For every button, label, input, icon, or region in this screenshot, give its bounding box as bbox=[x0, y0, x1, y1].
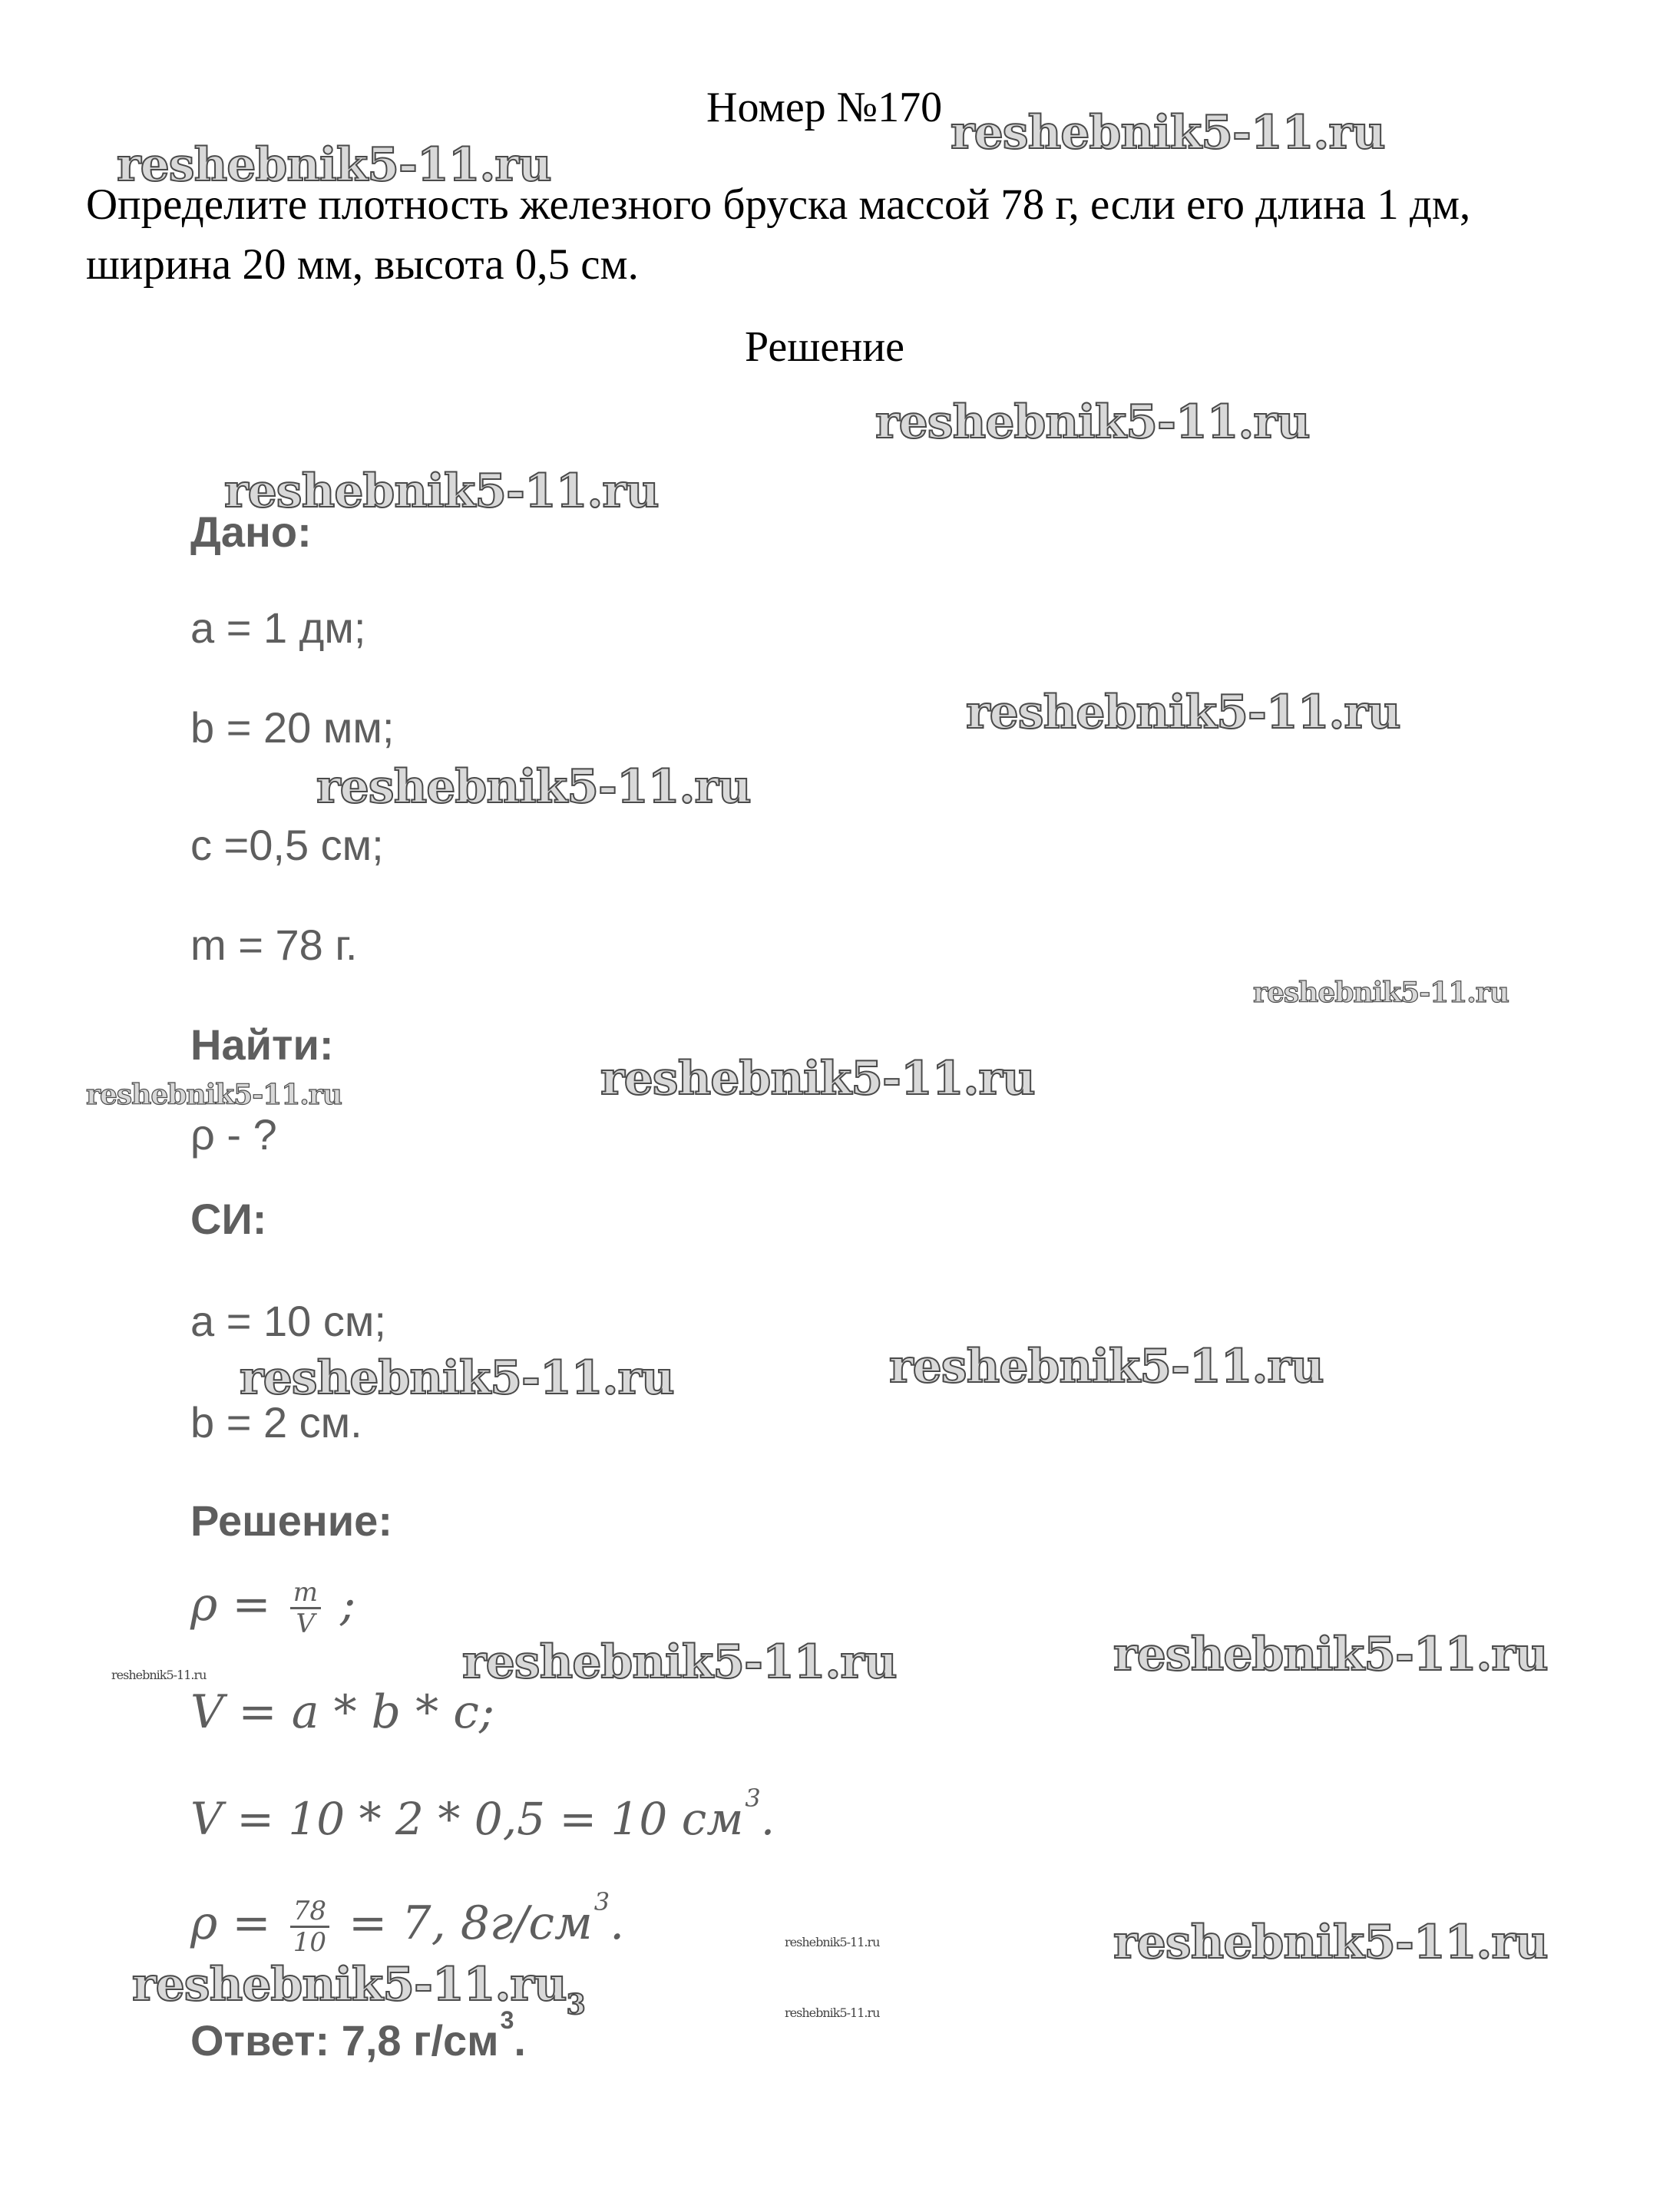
watermark: reshebnik5-11.ru bbox=[1113, 1628, 1548, 1681]
formula-density-tail: ; bbox=[340, 1578, 356, 1632]
find-label: Найти: bbox=[190, 1020, 334, 1069]
exponent: 3 bbox=[745, 1784, 761, 1813]
formula-volume-calc-tail: . bbox=[760, 1793, 775, 1845]
watermark-text: reshebnik5-11.ru bbox=[132, 1958, 567, 2012]
problem-statement bbox=[86, 175, 1606, 295]
formula-density-fraction bbox=[290, 1578, 321, 1638]
watermark: reshebnik5-11.ru bbox=[600, 1052, 1035, 1106]
fraction-numerator: m bbox=[290, 1578, 321, 1609]
watermark: reshebnik5-11.ru bbox=[117, 138, 551, 192]
watermark: reshebnik5-11.ru bbox=[240, 1351, 674, 1405]
formula-density-calc-fraction bbox=[290, 1896, 329, 1957]
si-label: СИ: bbox=[190, 1195, 267, 1243]
watermark: reshebnik5-11.ru bbox=[111, 1668, 207, 1682]
fraction-denominator: V bbox=[296, 1609, 316, 1639]
given-c: c =0,5 см; bbox=[190, 821, 384, 869]
si-b: b = 2 см. bbox=[190, 1398, 362, 1447]
given-m: m = 78 г. bbox=[190, 921, 358, 969]
watermark-suffix: 3 bbox=[566, 1989, 585, 2021]
formula-density-calc-tail: . bbox=[610, 1896, 625, 1951]
watermark: reshebnik5-11.ru bbox=[785, 2005, 880, 2020]
given-b: b = 20 мм; bbox=[190, 703, 395, 752]
solution-label: Решение: bbox=[190, 1496, 392, 1545]
problem-line-2: ширина 20 мм, высота 0,5 см. bbox=[86, 240, 639, 289]
watermark: reshebnik5-11.ru bbox=[1253, 977, 1509, 1009]
watermark: reshebnik5-11.ru bbox=[462, 1635, 897, 1689]
watermark: reshebnik5-11.ru bbox=[785, 1935, 880, 1949]
watermark: reshebnik5-11.ru bbox=[224, 465, 659, 518]
formula-volume-calc-text: V = 10 * 2 * 0,5 = 10 см bbox=[190, 1793, 744, 1845]
fraction-denominator: 10 bbox=[293, 1927, 326, 1958]
watermark: reshebnik5-11.ru bbox=[316, 760, 751, 814]
watermark-with-suffix bbox=[132, 1958, 585, 2021]
problem-line-1: Определите плотность железного бруска массой 78 г, если его длина 1 дм, bbox=[86, 180, 1471, 229]
formula-density-calc-lhs: ρ = bbox=[190, 1896, 271, 1951]
watermark: reshebnik5-11.ru bbox=[889, 1340, 1324, 1394]
exponent: 3 bbox=[593, 1887, 610, 1916]
formula-volume-calc bbox=[190, 1784, 775, 1845]
formula-volume: V = a * b * c; bbox=[190, 1685, 495, 1739]
si-a: a = 10 см; bbox=[190, 1297, 386, 1345]
exponent: 3 bbox=[500, 2006, 514, 2034]
answer bbox=[190, 2006, 526, 2065]
watermark: reshebnik5-11.ru bbox=[1113, 1916, 1548, 1969]
watermark: reshebnik5-11.ru bbox=[951, 106, 1385, 160]
answer-tail: . bbox=[514, 2016, 526, 2065]
watermark: reshebnik5-11.ru bbox=[966, 686, 1400, 739]
answer-text: Ответ: 7,8 г/см bbox=[190, 2016, 499, 2065]
watermark: reshebnik5-11.ru bbox=[875, 395, 1310, 449]
formula-density bbox=[190, 1578, 355, 1638]
solution-heading: Решение bbox=[745, 323, 905, 371]
given-a: a = 1 дм; bbox=[190, 603, 366, 652]
page-title: Номер №170 bbox=[706, 84, 943, 131]
watermark: reshebnik5-11.ru bbox=[86, 1079, 342, 1111]
given-label: Дано: bbox=[190, 508, 312, 556]
formula-density-lhs: ρ = bbox=[190, 1578, 271, 1632]
formula-density-calc bbox=[190, 1887, 625, 1958]
find-value: ρ - ? bbox=[190, 1110, 277, 1159]
formula-density-calc-rhs: = 7, 8г/см bbox=[349, 1896, 593, 1951]
fraction-numerator: 78 bbox=[290, 1896, 329, 1928]
